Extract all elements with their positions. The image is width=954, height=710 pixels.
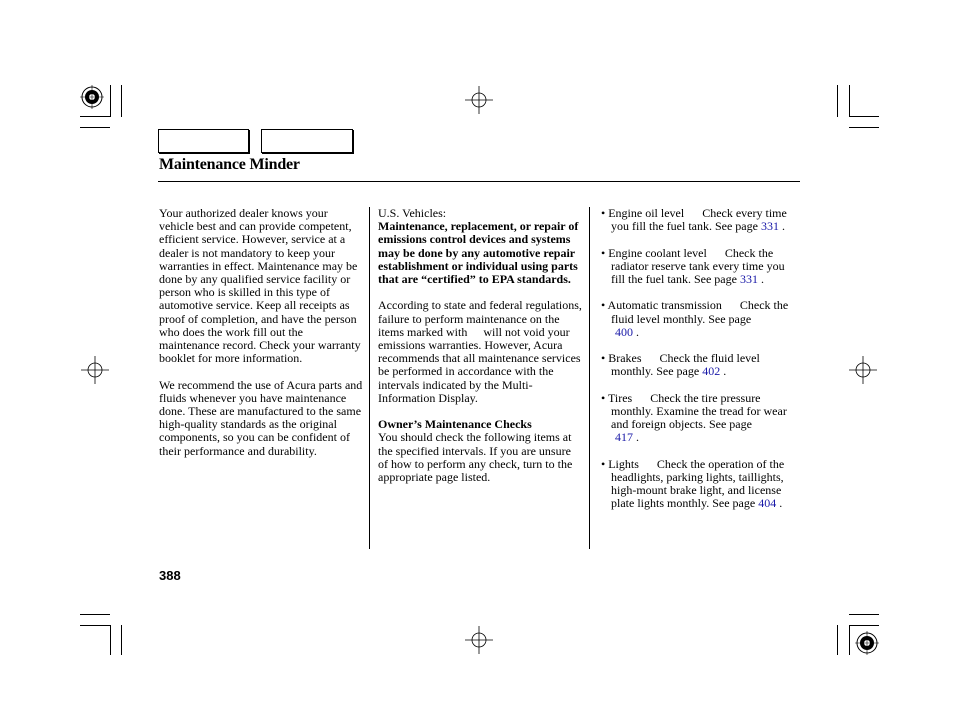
crop-mark xyxy=(849,127,879,128)
crop-mark xyxy=(80,625,110,626)
crosshair-target-left xyxy=(81,356,109,384)
header-tab-box-2 xyxy=(261,129,353,153)
owner-checks-heading: Owner’s Maintenance Checks xyxy=(378,417,532,432)
page-link-331[interactable]: 331 xyxy=(760,219,779,234)
emissions-notice: Maintenance, replacement, or repair of emissions control devices and systems may be done by any automotive repair establishment or individual using parts that are “certified” to EPA standards. xyxy=(378,219,579,287)
crop-mark xyxy=(110,625,111,655)
us-vehicles-paragraph xyxy=(378,207,582,286)
title-rule xyxy=(158,181,800,182)
crop-mark xyxy=(837,625,838,655)
column-divider xyxy=(589,207,590,549)
crosshair-target-bottom xyxy=(465,626,493,654)
page-link-400[interactable]: 400 xyxy=(615,324,633,339)
regulations-text-b: will not void your emissions warranties. However, Acura recommends that all maintenance services be performed in accordance with the intervals indicated by the Multi-Information Display. xyxy=(378,324,581,405)
acura-parts-paragraph: We recommend the use of Acura parts and fluids whenever you have maintenance done. These are manufactured to the same high-quality standards as the original components, so you can be confident of their performance and durability. xyxy=(159,377,363,458)
column-3 xyxy=(601,207,801,524)
list-item-engine-oil: • Engine oil level Check every time you fill the fuel tank. See page 331 . xyxy=(601,206,787,234)
owner-checks-paragraph xyxy=(378,418,582,484)
page-link-417[interactable]: 417 xyxy=(615,430,633,445)
crop-mark xyxy=(121,85,122,117)
crop-mark xyxy=(849,625,850,655)
crop-mark xyxy=(110,85,111,117)
page-link-331[interactable]: 331 xyxy=(739,272,758,286)
crop-mark xyxy=(849,625,879,626)
crop-mark xyxy=(80,127,110,128)
crop-mark xyxy=(80,614,110,615)
regulations-paragraph xyxy=(378,299,582,405)
page-link-402[interactable]: 402 xyxy=(702,364,721,379)
list-item-tires: • Tires Check the tire pressure monthly. Examine the tread for wear and foreign objects. See page 417 . xyxy=(601,390,787,445)
list-item-lights: • Lights Check the operation of the headlights, parking lights, taillights, high-mount brake light, and license plate lights monthly. See page 404 . xyxy=(601,456,785,511)
crop-mark xyxy=(837,85,838,117)
list-item-brakes: • Brakes Check the fluid level monthly. See page 402 . xyxy=(601,351,760,379)
registration-mark-bottom-right xyxy=(855,631,879,655)
owner-checks-text: You should check the following items at the specified intervals. If you are unsure of how to perform any check, turn to the appropriate page listed. xyxy=(378,430,573,485)
list-item-engine-coolant: • Engine coolant level Check the radiator reserve tank every time you fill the fuel tank. See page 331 . xyxy=(601,245,785,286)
page-number: 388 xyxy=(159,568,181,583)
registration-mark-top-left xyxy=(80,85,104,109)
crop-mark xyxy=(121,625,122,655)
crop-mark xyxy=(849,614,879,615)
us-vehicles-label: U.S. Vehicles: xyxy=(378,206,447,220)
page-title: Maintenance Minder xyxy=(159,156,300,173)
crosshair-target-right xyxy=(849,356,877,384)
crop-mark xyxy=(849,116,879,117)
list-item-transmission: • Automatic transmission Check the fluid level monthly. See page 400 . xyxy=(601,298,789,339)
column-1 xyxy=(159,207,363,471)
dealer-paragraph: Your authorized dealer knows your vehicle best and can provide competent, efficient service. However, service at a dealer is not mandatory to keep your warranties in effect. Maintenance may be done by any qualified service facility or person who is skilled in this type of automotive service. Keep all receipts as proof of completion, and have the person who does the work fill out the maintenance record. Check your warranty booklet for more information. xyxy=(159,206,361,366)
page-link-404[interactable]: 404 xyxy=(758,496,777,511)
crop-mark xyxy=(80,116,110,117)
crop-mark xyxy=(849,85,850,117)
header-tab-box-1 xyxy=(158,129,249,153)
crosshair-target-top xyxy=(465,86,493,114)
regulations-text-a: According to state and federal regulations, failure to perform maintenance on the items marked with xyxy=(378,298,582,339)
column-divider xyxy=(369,207,370,549)
column-2 xyxy=(378,207,582,497)
